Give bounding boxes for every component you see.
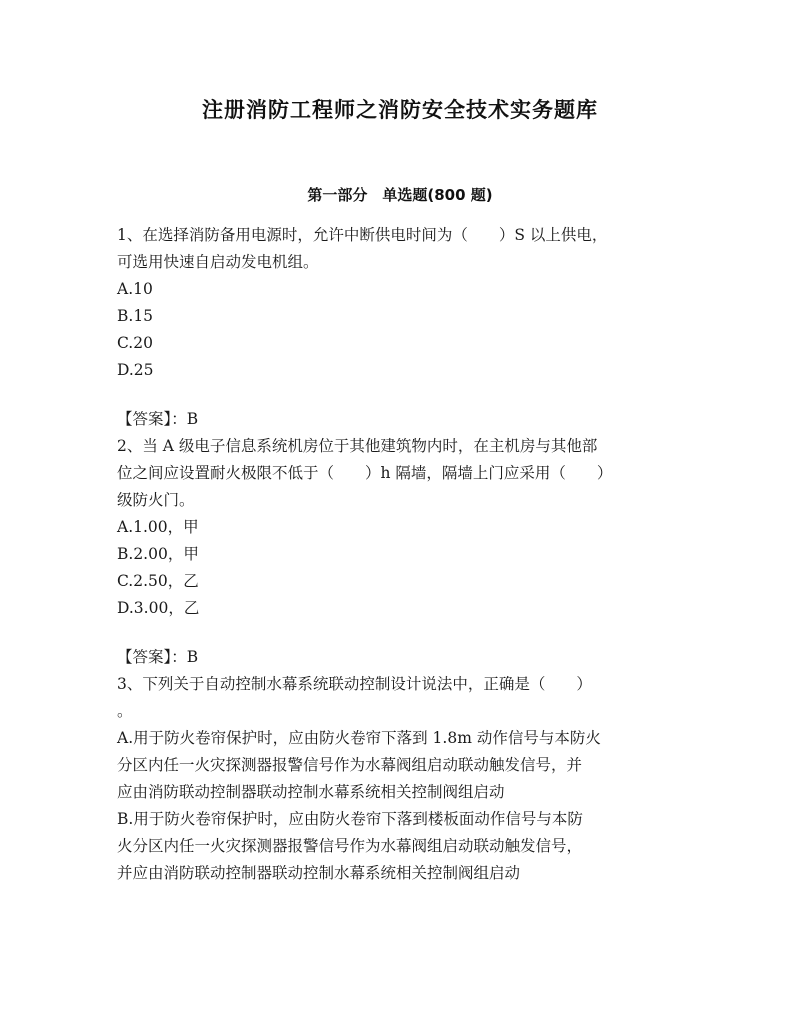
question-stem-line: 2、当 A 级电子信息系统机房位于其他建筑物内时，在主机房与其他部 [117, 437, 598, 455]
question-1 [117, 222, 687, 433]
option-b: B.2.00，甲 [117, 545, 199, 563]
answer-label: 【答案】：B [117, 648, 199, 666]
question-stem-line: 位之间应设置耐火极限不低于（ ）h 隔墙，隔墙上门应采用（ ） [117, 464, 613, 482]
spacer [117, 384, 687, 406]
question-stem-line: 可选用快速自启动发电机组。 [117, 253, 319, 271]
option-a: A.10 [117, 280, 153, 298]
option-c: C.20 [117, 334, 153, 352]
question-2 [117, 433, 687, 671]
spacer [117, 622, 687, 644]
question-stem-line: 1、在选择消防备用电源时，允许中断供电时间为（ ）S 以上供电， [117, 226, 608, 244]
option-c: C.2.50，乙 [117, 572, 199, 590]
option-b: B.15 [117, 307, 154, 325]
option-b-line: 火分区内任一火灾探测器报警信号作为水幕阀组启动联动触发信号， [117, 837, 583, 855]
question-stem-line: 。 [117, 702, 133, 720]
option-a-line: 应由消防联动控制器联动控制水幕系统相关控制阀组启动 [117, 783, 505, 801]
section-title: 第一部分 单选题(800 题) [307, 186, 493, 204]
option-b-line: B.用于防火卷帘保护时，应由防火卷帘下落到楼板面动作信号与本防 [117, 810, 583, 828]
option-d: D.25 [117, 361, 154, 379]
option-b-line: 并应由消防联动控制器联动控制水幕系统相关控制阀组启动 [117, 864, 521, 882]
option-d: D.3.00，乙 [117, 599, 200, 617]
option-a-line: A.用于防火卷帘保护时，应由防火卷帘下落到 1.8m 动作信号与本防火 [117, 729, 601, 747]
option-a: A.1.00，甲 [117, 518, 199, 536]
document-title: 注册消防工程师之消防安全技术实务题库 [202, 98, 598, 122]
question-3 [117, 671, 687, 887]
answer-label: 【答案】：B [117, 410, 199, 428]
question-list [117, 222, 687, 887]
question-stem-line: 级防火门。 [117, 491, 195, 509]
question-stem-line: 3、下列关于自动控制水幕系统联动控制设计说法中，正确是（ ） [117, 675, 592, 693]
option-a-line: 分区内任一火灾探测器报警信号作为水幕阀组启动联动触发信号，并 [117, 756, 583, 774]
